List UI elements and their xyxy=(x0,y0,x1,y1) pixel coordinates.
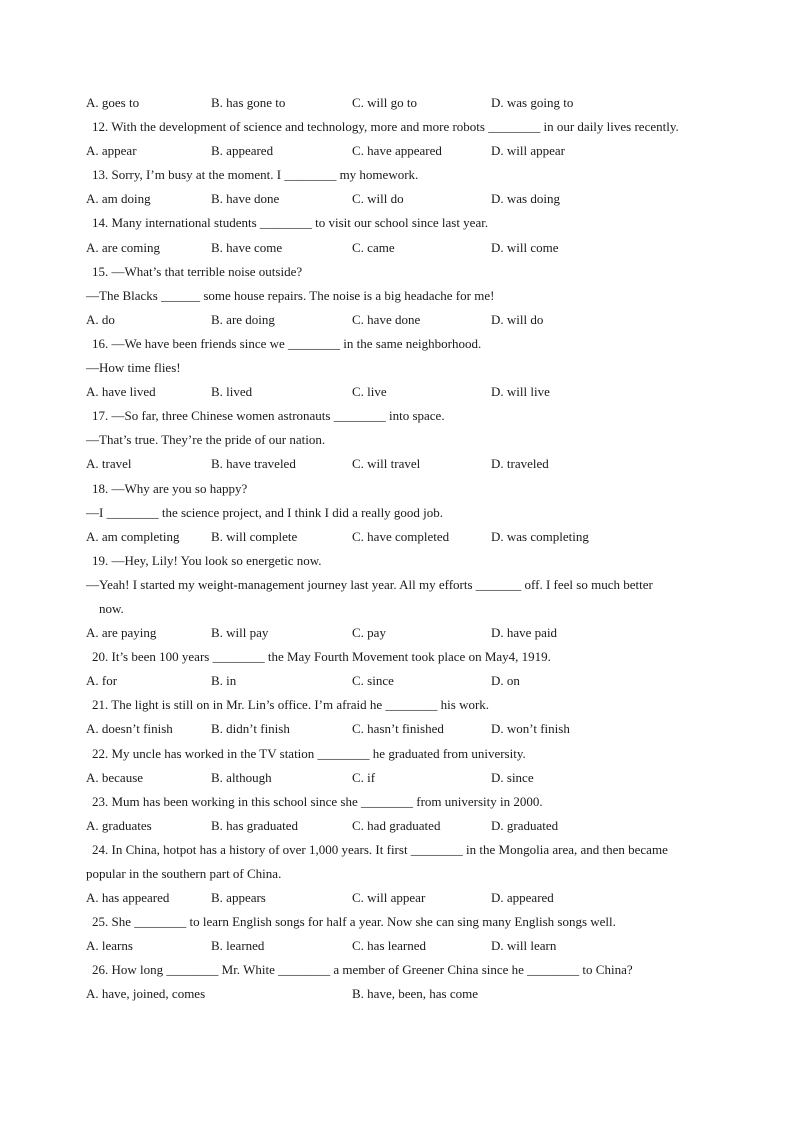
question-stem-line xyxy=(0,645,794,669)
options-row xyxy=(0,139,794,163)
options-row xyxy=(0,621,794,645)
dialogue-text: —How time flies! xyxy=(86,360,181,376)
question-stem: 25. She ________ to learn English songs for half a year. Now she can sing many English songs well. xyxy=(92,914,616,930)
answer-option: A. has appeared xyxy=(86,890,170,906)
answer-option: C. have appeared xyxy=(352,143,442,159)
question-stem-line xyxy=(0,211,794,235)
dialogue-text: —I ________ the science project, and I think I did a really good job. xyxy=(86,504,444,520)
dialogue-text: —The Blacks ______ some house repairs. The noise is a big headache for me! xyxy=(86,287,495,303)
dialogue-line xyxy=(0,356,794,380)
continuation-line xyxy=(0,862,794,886)
answer-option: A. am completing xyxy=(86,528,180,544)
answer-option: C. hasn’t finished xyxy=(352,721,444,737)
question-stem-line xyxy=(0,477,794,501)
answer-option: C. had graduated xyxy=(352,817,441,833)
answer-option: C. have completed xyxy=(352,528,450,544)
answer-option: D. appeared xyxy=(491,890,554,906)
answer-option: B. didn’t finish xyxy=(211,721,290,737)
answer-option: A. goes to xyxy=(86,95,140,110)
answer-option: A. appear xyxy=(86,143,137,159)
answer-option: D. won’t finish xyxy=(491,721,570,737)
options-row xyxy=(0,982,794,1006)
answer-option: B. in xyxy=(211,673,237,689)
question-stem: 18. —Why are you so happy? xyxy=(92,480,248,496)
dialogue-line xyxy=(0,573,794,597)
question-stem: 26. How long ________ Mr. White ________ a member of Greener China since he ________ to China? xyxy=(92,962,633,978)
answer-option: C. came xyxy=(352,239,395,255)
answer-option: D. will live xyxy=(491,384,550,400)
question-stem-line xyxy=(0,693,794,717)
answer-option: B. are doing xyxy=(211,311,275,327)
question-stem-line xyxy=(0,260,794,284)
options-row xyxy=(0,525,794,549)
options-row xyxy=(0,814,794,838)
question-stem: 19. —Hey, Lily! You look so energetic now. xyxy=(92,552,322,568)
dialogue-line xyxy=(0,428,794,452)
question-stem: 24. In China, hotpot has a history of over 1,000 years. It first ________ in the Mongolia area, and then became xyxy=(92,841,668,857)
answer-option: B. learned xyxy=(211,938,265,954)
answer-option: C. live xyxy=(352,384,387,400)
question-stem-line xyxy=(0,958,794,982)
question-stem: 13. Sorry, I’m busy at the moment. I ________ my homework. xyxy=(92,167,419,183)
answer-option: C. will appear xyxy=(352,890,426,906)
answer-option: A. do xyxy=(86,311,115,327)
dialogue-line xyxy=(0,501,794,525)
answer-option: D. will come xyxy=(491,239,559,255)
answer-option: C. will do xyxy=(352,191,404,207)
answer-option: A. are paying xyxy=(86,625,157,641)
dialogue-line xyxy=(0,284,794,308)
question-stem-line xyxy=(0,332,794,356)
answer-option: B. will complete xyxy=(211,528,298,544)
options-row xyxy=(0,669,794,693)
answer-option: B. appears xyxy=(211,890,266,906)
answer-option: B. will pay xyxy=(211,625,269,641)
options-row xyxy=(0,91,794,115)
question-stem-line xyxy=(0,163,794,187)
options-row xyxy=(0,236,794,260)
dialogue-text: —That’s true. They’re the pride of our nation. xyxy=(86,432,326,448)
answer-option: C. since xyxy=(352,673,394,689)
answer-option: C. will go to xyxy=(352,95,418,110)
answer-option: C. has learned xyxy=(352,938,427,954)
question-stem-line xyxy=(0,742,794,766)
options-row xyxy=(0,934,794,958)
question-stem: 23. Mum has been working in this school since she ________ from university in 2000. xyxy=(92,793,543,809)
answer-option: C. if xyxy=(352,769,376,785)
answer-option: B. have, been, has come xyxy=(352,986,478,1002)
answer-option: A. are coming xyxy=(86,239,161,255)
answer-option: B. has graduated xyxy=(211,817,299,833)
question-stem-line xyxy=(0,910,794,934)
answer-option: B. has gone to xyxy=(211,95,286,110)
question-stem: 22. My uncle has worked in the TV station ________ he graduated from university. xyxy=(92,745,526,761)
answer-option: A. have, joined, comes xyxy=(86,986,206,1002)
answer-option: B. have come xyxy=(211,239,283,255)
question-stem: 15. —What’s that terrible noise outside? xyxy=(92,263,303,279)
question-stem: 20. It’s been 100 years ________ the May Fourth Movement took place on May4, 1919. xyxy=(92,649,551,665)
question-stem-line xyxy=(0,838,794,862)
answer-option: C. will travel xyxy=(352,456,421,472)
options-row xyxy=(0,452,794,476)
continuation-text: now. xyxy=(99,600,124,616)
answer-option: D. was completing xyxy=(491,528,589,544)
answer-option: C. have done xyxy=(352,311,421,327)
answer-option: D. traveled xyxy=(491,456,549,472)
answer-option: B. have traveled xyxy=(211,456,296,472)
answer-option: A. graduates xyxy=(86,817,152,833)
question-stem: 21. The light is still on in Mr. Lin’s office. I’m afraid he ________ his work. xyxy=(92,697,490,713)
options-row xyxy=(0,717,794,741)
options-row xyxy=(0,187,794,211)
dialogue-text: —Yeah! I started my weight-management journey last year. All my efforts _______ off. I feel so much better xyxy=(86,576,653,592)
question-stem: 12. With the development of science and technology, more and more robots ________ in our daily lives recently. xyxy=(92,119,679,135)
worksheet-page xyxy=(0,91,794,1007)
options-row xyxy=(0,766,794,790)
answer-option: D. will do xyxy=(491,311,544,327)
answer-option: A. doesn’t finish xyxy=(86,721,173,737)
answer-option: A. learns xyxy=(86,938,133,954)
answer-option: D. have paid xyxy=(491,625,558,641)
answer-option: A. because xyxy=(86,769,144,785)
answer-option: B. have done xyxy=(211,191,280,207)
answer-option: B. appeared xyxy=(211,143,274,159)
options-row xyxy=(0,380,794,404)
answer-option: A. have lived xyxy=(86,384,156,400)
answer-option: D. since xyxy=(491,769,534,785)
question-stem-line xyxy=(0,549,794,573)
answer-option: A. travel xyxy=(86,456,132,472)
continuation-text: popular in the southern part of China. xyxy=(86,866,282,881)
answer-option: D. on xyxy=(491,673,520,689)
options-row xyxy=(0,886,794,910)
answer-option: B. although xyxy=(211,769,272,785)
answer-option: D. was going to xyxy=(491,95,574,110)
answer-option: D. graduated xyxy=(491,817,559,833)
question-stem-line xyxy=(0,115,794,139)
answer-option: B. lived xyxy=(211,384,253,400)
question-stem: 17. —So far, three Chinese women astronauts ________ into space. xyxy=(92,408,445,424)
continuation-line xyxy=(0,597,794,621)
question-stem-line xyxy=(0,790,794,814)
answer-option: D. will learn xyxy=(491,938,557,954)
question-stem: 16. —We have been friends since we ________ in the same neighborhood. xyxy=(92,335,482,351)
answer-option: D. will appear xyxy=(491,143,566,159)
answer-option: D. was doing xyxy=(491,191,560,207)
question-stem-line xyxy=(0,404,794,428)
answer-option: A. for xyxy=(86,673,118,689)
answer-option: C. pay xyxy=(352,625,386,641)
question-stem: 14. Many international students ________ to visit our school since last year. xyxy=(92,215,489,231)
answer-option: A. am doing xyxy=(86,191,151,207)
options-row xyxy=(0,308,794,332)
